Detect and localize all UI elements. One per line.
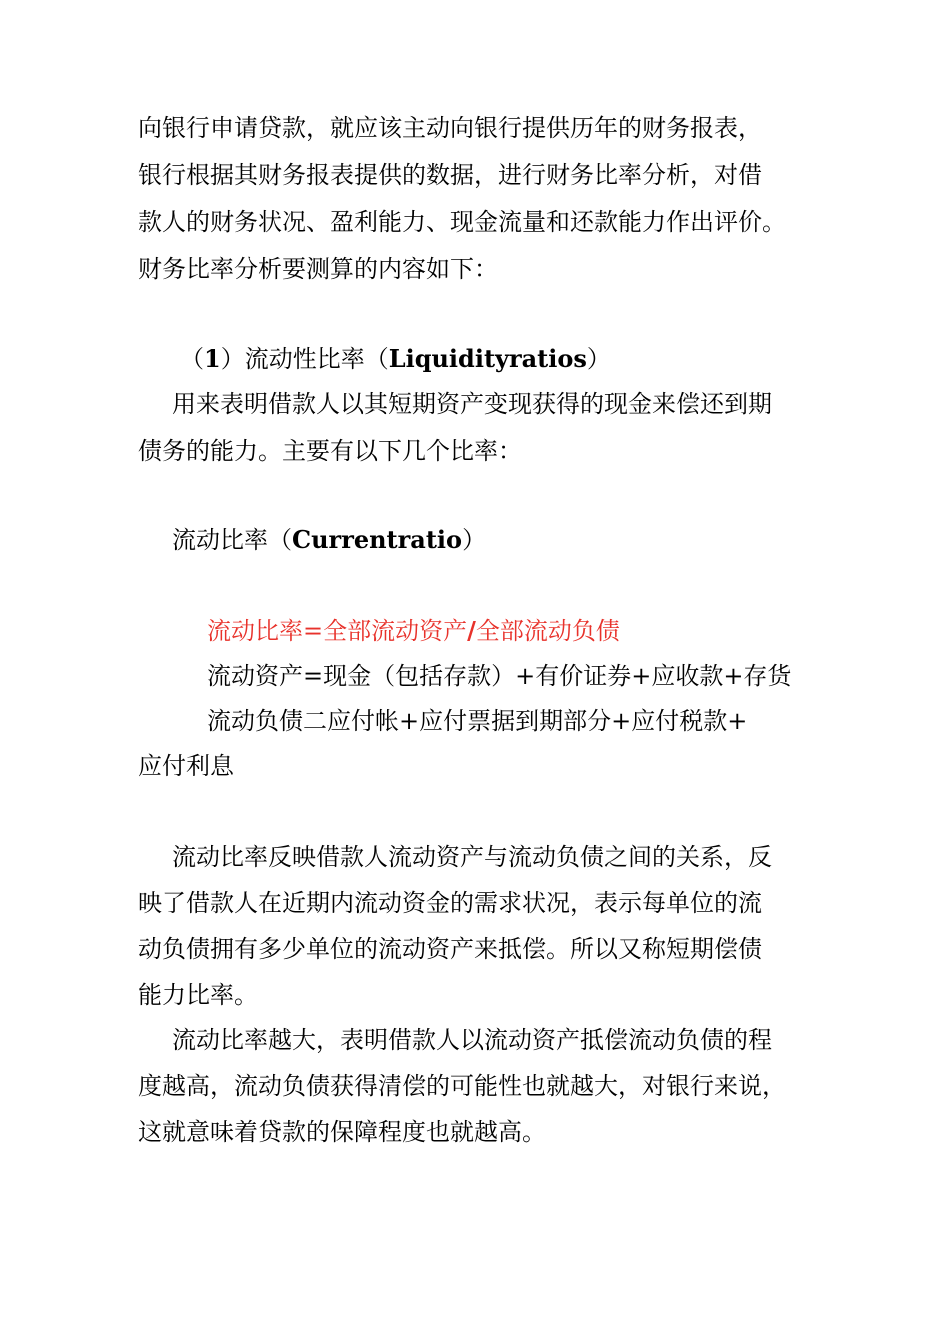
intro-line-4: 财务比率分析要测算的内容如下： <box>138 255 498 283</box>
heading-close: ） <box>586 345 611 373</box>
explanation-2-line-1: 流动比率越大，表明借款人以流动资产抵偿流动负债的程 <box>172 1026 772 1054</box>
subsection-title-close: ） <box>462 526 487 554</box>
subsection-title-cn: 流动比率（ <box>172 526 292 554</box>
current-liabilities-formula-line-2: 应付利息 <box>138 752 234 780</box>
heading-number: 1 <box>204 344 221 373</box>
intro-line-3: 款人的财务状况、盈利能力、现金流量和还款能力作出评价。 <box>138 208 786 236</box>
subsection-title-en: Currentratio <box>292 525 463 554</box>
explanation-2-line-3: 这就意味着贷款的保障程度也就越高。 <box>138 1118 546 1146</box>
section-1-desc-line-2: 债务的能力。主要有以下几个比率： <box>138 437 522 465</box>
intro-line-2: 银行根据其财务报表提供的数据，进行财务比率分析，对借 <box>138 161 762 189</box>
explanation-1-line-3: 动负债拥有多少单位的流动资产来抵偿。所以又称短期偿债 <box>138 935 762 963</box>
section-1-desc-line-1: 用来表明借款人以其短期资产变现获得的现金来偿还到期 <box>172 390 772 418</box>
subsection-title <box>172 524 486 556</box>
heading-mid: ）流动性比率（ <box>220 345 389 373</box>
explanation-1-line-4: 能力比率。 <box>138 981 258 1009</box>
section-1-heading <box>180 343 611 375</box>
current-ratio-formula <box>207 615 620 647</box>
explanation-2-line-2: 度越高，流动负债获得清偿的可能性也就越大，对银行来说， <box>138 1072 786 1100</box>
formula-part-a: 流动比率=全部流动资产 <box>207 617 468 645</box>
current-assets-formula: 流动资产=现金（包括存款）+有价证券+应收款+存货 <box>207 662 792 690</box>
heading-open: （ <box>180 345 204 373</box>
explanation-1-line-2: 映了借款人在近期内流动资金的需求状况，表示每单位的流 <box>138 889 762 917</box>
intro-line-1: 向银行申请贷款，就应该主动向银行提供历年的财务报表， <box>138 114 762 142</box>
heading-english: Liquidityratios <box>388 344 587 373</box>
formula-part-b: 全部流动负债 <box>475 617 620 645</box>
current-liabilities-formula-line-1: 流动负债二应付帐+应付票据到期部分+应付税款+ <box>207 707 748 735</box>
explanation-1-line-1: 流动比率反映借款人流动资产与流动负债之间的关系，反 <box>172 843 772 871</box>
formula-slash: / <box>467 616 476 645</box>
